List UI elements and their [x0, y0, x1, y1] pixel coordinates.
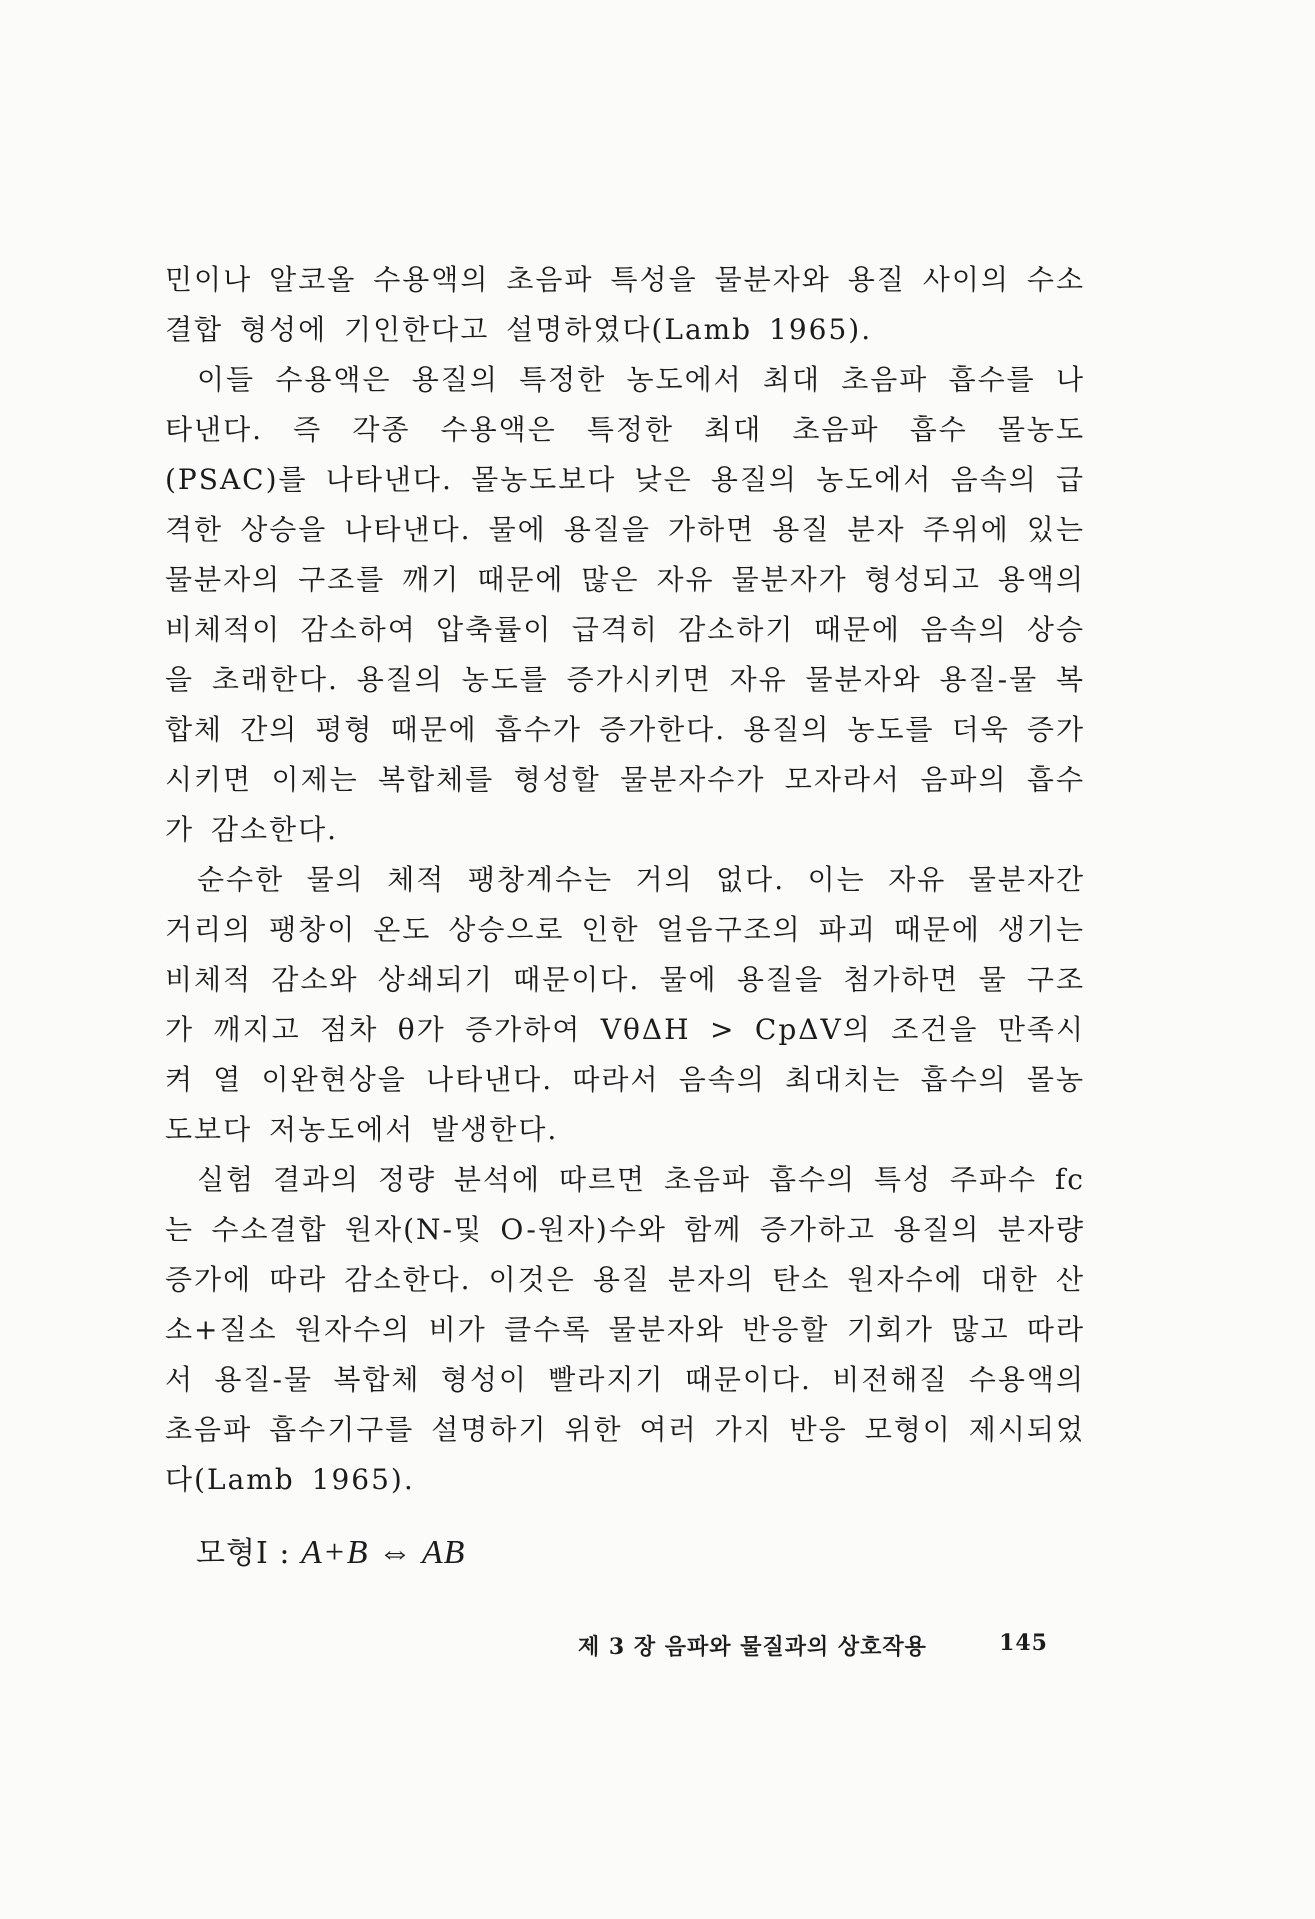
body-text	[165, 255, 1085, 1505]
model-formula: A+B ⇔ AB	[301, 1534, 466, 1571]
paragraph-4: 실험 결과의 정량 분석에 따르면 초음파 흡수의 특성 주파수 fc는 수소결합 원자(N-및 O-원자)수와 함께 증가하고 용질의 분자량 증가에 따라 감소한다. 이것은 용질 분자의 탄소 원자수에 대한 산소+질소 원자수의 비가 클수록 물분자와 반응할 기회가 많고 따라서 용질-물 복합체 형성이 빨라지기 때문이다. 비전해질 수용액의 초음파 흡수기구를 설명하기 위한 여러 가지 반응 모형이 제시되었다(Lamb 1965).	[165, 1163, 1085, 1496]
page-number: 145	[999, 1630, 1048, 1656]
chapter-title: 제 3 장 음파와 물질과의 상호작용	[578, 1634, 927, 1660]
paragraph-2: 이들 수용액은 용질의 특정한 농도에서 최대 초음파 흡수를 나타낸다. 즉 각종 수용액은 특정한 최대 초음파 흡수 몰농도(PSAC)를 나타낸다. 몰농도보다 낮은 용질의 농도에서 음속의 급격한 상승을 나타낸다. 물에 용질을 가하면 용질 분자 주위에 있는 물분자의 구조를 깨기 때문에 많은 자유 물분자가 형성되고 용액의 비체적이 감소하여 압축률이 급격히 감소하기 때문에 음속의 상승을 초래한다. 용질의 농도를 증가시키면 자유 물분자와 용질-물 복합체 간의 평형 때문에 흡수가 증가한다. 용질의 농도를 더욱 증가시키면 이제는 복합체를 형성할 물분자수가 모자라서 음파의 흡수가 감소한다.	[165, 363, 1085, 846]
model-equation	[196, 1528, 465, 1572]
model-label: 모형Ⅰ :	[196, 1536, 291, 1571]
page-footer	[578, 1630, 1048, 1661]
paragraph-3: 순수한 물의 체적 팽창계수는 거의 없다. 이는 자유 물분자간 거리의 팽창이 온도 상승으로 인한 얼음구조의 파괴 때문에 생기는 비체적 감소와 상쇄되기 때문이다. 물에 용질을 첨가하면 물 구조가 깨지고 점차 θ가 증가하여 VθΔH > CpΔV의 조건을 만족시켜 열 이완현상을 나타낸다. 따라서 음속의 최대치는 흡수의 몰농도보다 저농도에서 발생한다.	[165, 863, 1085, 1146]
paragraph-1: 민이나 알코올 수용액의 초음파 특성을 물분자와 용질 사이의 수소결합 형성에 기인한다고 설명하였다(Lamb 1965).	[165, 263, 1085, 346]
